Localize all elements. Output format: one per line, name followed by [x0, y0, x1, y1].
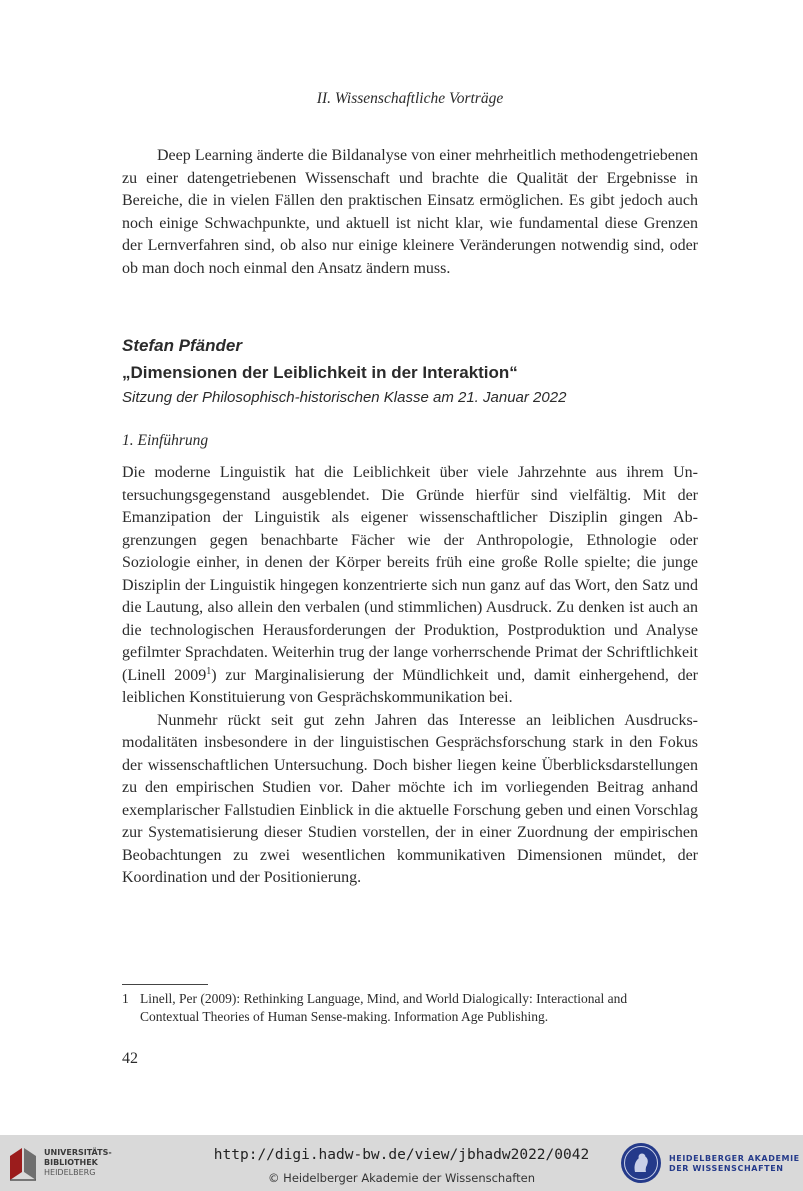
- author-name: Stefan Pfänder: [122, 336, 242, 355]
- running-head: II. Wissenschaftliche Vorträge: [316, 90, 504, 107]
- footnote-divider: [122, 984, 208, 985]
- academy-name-line-2: DER WISSENSCHAFTEN: [669, 1164, 784, 1173]
- page-number: 42: [122, 1050, 138, 1067]
- footer-bar: [0, 1135, 803, 1191]
- paragraph-1: [122, 462, 698, 710]
- library-name-line-3: HEIDELBERG: [44, 1168, 96, 1177]
- paragraph-1-part-a: Die moderne Linguistik hat die Leiblichkeit über viele Jahrzehnte aus ihrem Untersuchungsgegenstand ausgeblendet. Die Gründe hierfür sind vielfältig. Mit der Emanzipation der Linguistik als eigener wissenschaftlicher Disziplin gingen Abgrenzungen gegen benachbarte Fächer wie der Anthropologie, Ethnologie oder Soziologie einher, in denen der Körper bereits früh eine große Rolle spielte; die junge Disziplin der Linguistik hingegen konzentrierte sich nun ganz auf das Wort, den Satz und die Lautung, also allein den verbalen (und stimmlichen) Ausdruck. Zu denken ist auch an die technologischen Herausforderungen der Produktion, Postproduktion und Analyse gefilmter Sprachdaten. Weiterhin trug der lange vorherrschende Primat der Schriftlichkeit (Linell 2009: [122, 464, 698, 684]
- intro-paragraph: Deep Learning änderte die Bildanalyse von einer mehrheitlich methodengetriebenen zu einer datengetriebenen Wissenschaft und brachte die Qualität der Ergebnisse in Bereiche, die in vielen Fällen den praktischen Einsatz ermöglichen. Es gibt jedoch auch noch einige Schwachpunkte, und aktuell ist nicht klar, wie fundamental diese Grenzen der Lernverfahren sind, ob also nur einige kleinere Veränderungen notwendig sind, oder ob man doch noch einmal den Ansatz ändern muss.: [122, 147, 698, 277]
- session-info: Sitzung der Philosophisch-historischen Klasse am 21. Januar 2022: [122, 389, 567, 406]
- footnote: [122, 990, 698, 1026]
- permalink-url[interactable]: http://digi.hadw-bw.de/view/jbhadw2022/0042: [213, 1147, 590, 1163]
- academy-seal-icon: [619, 1141, 663, 1185]
- footnote-line-1: Linell, Per (2009): Rethinking Language, Mind, and World Dialogically: Interactional and: [140, 991, 628, 1006]
- footnote-reference[interactable]: 1: [206, 665, 212, 677]
- academy-logo[interactable]: [619, 1141, 803, 1185]
- academy-name-line-1: HEIDELBERGER AKADEMIE: [669, 1154, 800, 1163]
- footnote-line-2: Contextual Theories of Human Sense-making. Information Age Publishing.: [140, 1009, 549, 1024]
- intro-paragraph-block: [122, 145, 698, 280]
- paragraph-1-part-b: ) zur Marginalisierung der Mündlichkeit und, damit einhergehend, der leiblichen Konstituierung von Gesprächskommunikation bei.: [122, 666, 698, 706]
- copyright-notice: © Heidelberger Akademie der Wissenschaften: [268, 1171, 535, 1185]
- paragraph-2: Nunmehr rückt seit gut zehn Jahren das Interesse an leiblichen Ausdrucksmodalitäten insbesondere in der linguistischen Gesprächsforschung stark in den Fokus der wissenschaftlichen Untersuchung. Doch bisher liegen keine Überblicksdarstellungen zu den empirischen Studien vor. Daher möchte ich im vorliegenden Beitrag anhand exemplarischer Fallstudien Einblick in die aktuelle Forschung geben und einen Vorschlag zur Systematisierung dieser Studien vorstellen, der in einer Zuordnung der empirischen Beobachtungen zu zwei wesentlichen kommunikativen Dimensionen mündet, der Koordination und der Positionierung.: [122, 711, 698, 886]
- library-name-line-2: BIBLIOTHEK: [44, 1158, 98, 1167]
- section-heading: 1. Einführung: [122, 432, 209, 449]
- academy-name: [669, 1154, 800, 1174]
- library-name-line-1: UNIVERSITÄTS-: [44, 1148, 112, 1157]
- main-text-block: [122, 462, 698, 890]
- footnote-number: 1: [122, 991, 129, 1006]
- talk-title: „Dimensionen der Leiblichkeit in der Interaktion“: [122, 363, 518, 382]
